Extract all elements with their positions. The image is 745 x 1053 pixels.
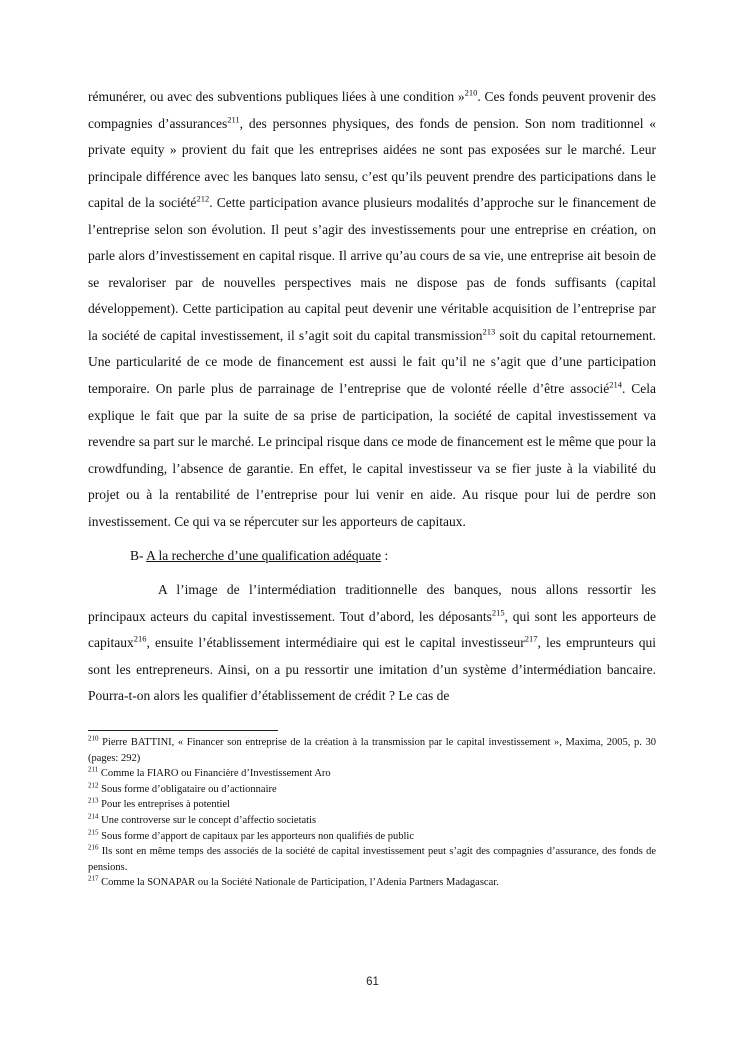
footnote-text: Sous forme d’obligataire ou d’actionnaire bbox=[98, 783, 277, 795]
text-run: . Cette participation avance plusieurs modalités d’approche sur le financement de l’entreprise selon son évolution. Il peut s’agir des investissements pour une entreprise en création, on parle alors d’investissement en capital risque. Il arrive qu’au cours de sa vie, une entreprise ait besoin de se revaloriser par de nouvelles perspectives mais ne dispose pas de fonds suffisants (capital développement). Cette participation au capital peut devenir une véritable acquisition de l’entreprise par la société de capital investissement, il s’agit soit du capital transmission bbox=[88, 195, 656, 343]
text-run: , ensuite l’établissement intermédiaire qui est le capital investisseur bbox=[146, 635, 525, 651]
text-run: , les emprunteurs qui sont les entrepreneurs. Ainsi, on a pu ressortir une imitation d’un système d’intermédiation bancaire. Pourra-t-on alors les qualifier d’établissement de crédit ? Le cas de bbox=[88, 635, 657, 704]
footnote-number: 215 bbox=[88, 828, 99, 837]
footnote bbox=[88, 813, 656, 829]
footnote-number: 211 bbox=[88, 765, 99, 774]
paragraph-capital-investissement bbox=[88, 84, 656, 535]
document-page bbox=[88, 84, 656, 891]
text-run: A l’image de l’intermédiation traditionnelle des banques, nous allons ressortir les principaux acteurs du capital investissement. Tout d’abord, les déposants bbox=[88, 582, 656, 624]
page-number: 61 bbox=[366, 976, 379, 988]
text-run: , des personnes physiques, des fonds de pension. Son nom traditionnel « private equity » provient du fait que les entreprises aidées ne sont pas exposées sur le marché. Leur principale différence avec les banques lato sensu, c’est qu’ils peuvent prendre des participations dans le capital de la société bbox=[88, 115, 656, 211]
footnote-ref[interactable]: 211 bbox=[227, 114, 240, 125]
text-run: , qui sont les apporteurs de capitaux bbox=[88, 608, 656, 651]
footnote bbox=[88, 735, 656, 766]
footnote bbox=[88, 766, 656, 782]
footnotes bbox=[88, 735, 656, 891]
footnote-number: 213 bbox=[88, 796, 99, 805]
footnote-text: Ils sont en même temps des associés de la société de capital investissement peut s’agit des compagnies d’assurance, des fonds de pensions. bbox=[88, 846, 656, 873]
footnote-ref[interactable]: 214 bbox=[609, 379, 622, 390]
text-run: soit du capital retournement. Une particularité de ce mode de financement est aussi le fait qu’il ne s’agit que d’une participation temporaire. On parle plus de parrainage de l’entreprise que de volonté réelle d’être associé bbox=[88, 327, 657, 397]
footnote-ref[interactable]: 217 bbox=[524, 633, 538, 644]
footnote-ref[interactable]: 216 bbox=[133, 633, 147, 644]
footnote-text: Sous forme d’apport de capitaux par les apporteurs non qualifiés de public bbox=[98, 830, 414, 842]
text-run: rémunérer, ou avec des subventions publiques liées à une condition » bbox=[88, 89, 465, 104]
paragraph-intermediation bbox=[88, 577, 656, 710]
footnote bbox=[88, 875, 656, 891]
footnote-ref[interactable]: 215 bbox=[491, 607, 505, 618]
footnote bbox=[88, 797, 656, 813]
footnote-ref[interactable]: 212 bbox=[196, 193, 210, 204]
footnote-number: 212 bbox=[88, 781, 99, 790]
footnote-number: 216 bbox=[88, 843, 99, 852]
heading-title: A la recherche d’une qualification adéquate bbox=[146, 548, 382, 564]
footnote-ref[interactable]: 213 bbox=[482, 326, 496, 337]
footnote-separator bbox=[88, 730, 278, 731]
heading-prefix: B- bbox=[130, 548, 147, 564]
text-run: . Ces fonds peuvent provenir des compagnies d’assurances bbox=[88, 89, 657, 131]
footnote-text: Comme la SONAPAR ou la Société Nationale de Participation, l’Adenia Partners Madagascar. bbox=[98, 877, 499, 889]
footnote bbox=[88, 829, 656, 845]
footnote-text: Une controverse sur le concept d’affectio societatis bbox=[98, 815, 317, 826]
footnote bbox=[88, 782, 656, 798]
footnote-text: Comme la FIARO ou Financière d’Investissement Aro bbox=[98, 768, 331, 780]
footnote-text: Pierre BATTINI, « Financer son entreprise de la création à la transmission par le capital investissement », Maxima, 2005, p. 30 (pages: 292) bbox=[88, 737, 656, 764]
heading-suffix: : bbox=[381, 548, 389, 564]
footnote-number: 214 bbox=[88, 812, 99, 821]
footnote-text: Pour les entreprises à potentiel bbox=[98, 799, 231, 811]
footnote-ref[interactable]: 210 bbox=[464, 87, 478, 98]
footnote-number: 210 bbox=[88, 734, 99, 743]
footnote bbox=[88, 844, 656, 875]
text-run: . Cela explique le fait que par la suite de sa prise de participation, la société de capital investissement va revendre sa part sur le marché. Le principal risque dans ce mode de financement est le même que pour la crowdfunding, l’absence de garantie. En effet, le capital investisseur va se fier juste à la viabilité du projet ou à la rentabilité de l’entreprise pour lui venir en aide. Au risque pour lui de perdre son investissement. Ce qui va se répercuter sur les apporteurs de capitaux. bbox=[88, 381, 656, 529]
section-heading bbox=[88, 543, 656, 569]
footnote-number: 217 bbox=[88, 874, 99, 883]
